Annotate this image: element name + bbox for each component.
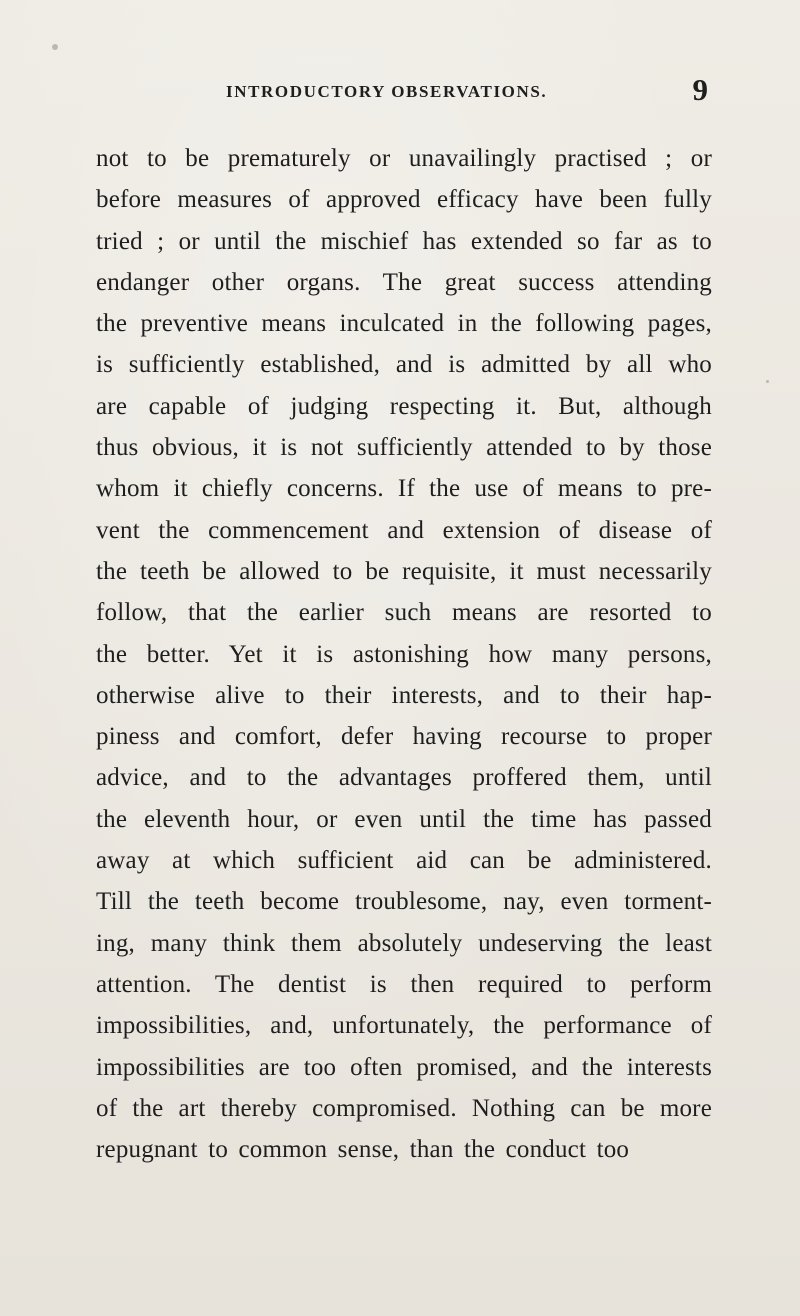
text-line: endanger other organs. The great success attending [96,268,712,296]
text-line: impossibilities, and, unfortunately, the performance of [96,1012,712,1040]
text-line: thus obvious, it is not sufficiently attended to by those [96,434,712,462]
text-line: the eleventh hour, or even until the time has passed [96,805,712,833]
text-line: of the art thereby compromised. Nothing can be more [96,1094,712,1122]
text-line: attention. The dentist is then required to perform [96,970,712,998]
text-line: piness and comfort, defer having recourse to proper [96,723,712,751]
text-line: not to be prematurely or unavailingly practised ; or [96,145,712,172]
text-line: are capable of judging respecting it. But, although [96,392,712,420]
text-line: whom it chiefly concerns. If the use of means to pre- [96,475,712,503]
paper-speck [52,44,58,50]
running-head [96,72,708,114]
body-text [96,138,712,1170]
text-line: before measures of approved efficacy have been fully [96,186,712,214]
text-line: follow, that the earlier such means are resorted to [96,599,712,627]
text-line: the teeth be allowed to be requisite, it must necessarily [96,557,712,585]
text-line: ing, many think them absolutely undeserving the least [96,929,712,957]
text-line: repugnant to common sense, than the conduct too [96,1136,630,1164]
text-line: the better. Yet it is astonishing how many persons, [96,640,712,668]
text-line: impossibilities are too often promised, and the interests [96,1053,712,1081]
text-line: vent the commencement and extension of disease of [96,516,712,544]
running-title: INTRODUCTORY OBSERVATIONS. [226,82,548,101]
text-line: is sufficiently established, and is admitted by all who [96,351,712,379]
paper-speck [766,380,769,383]
text-line: tried ; or until the mischief has extended so far as to [96,227,712,255]
text-line: Till the teeth become troublesome, nay, even torment- [96,888,712,916]
text-line: the preventive means inculcated in the following pages, [96,310,712,338]
page-number: 9 [692,72,708,107]
text-line: advice, and to the advantages proffered them, until [96,764,712,792]
text-line: otherwise alive to their interests, and to their hap- [96,681,712,709]
text-line: away at which sufficient aid can be administered. [96,847,712,875]
